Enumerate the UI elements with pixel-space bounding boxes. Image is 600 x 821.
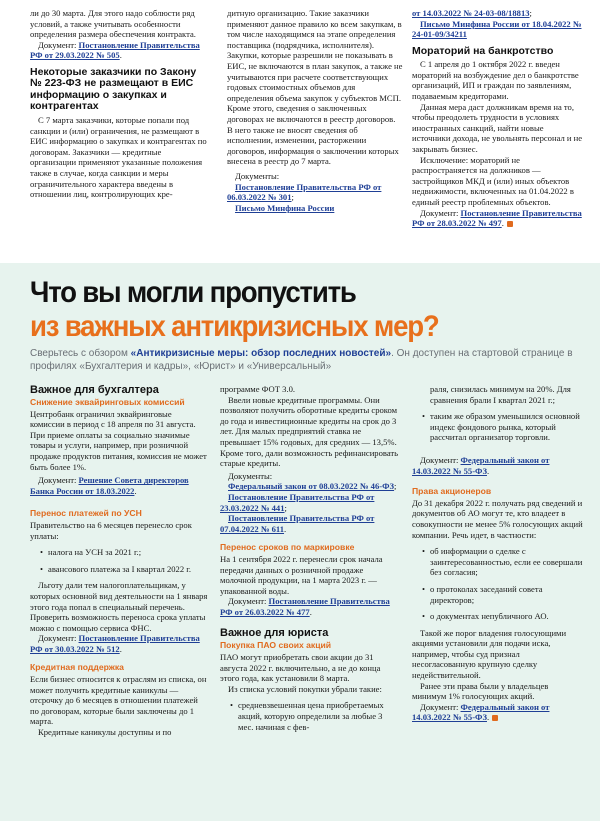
document-link[interactable]: Постановление Правительства РФ от 06.03.2022 № 301 [227, 181, 382, 203]
bottom-column-2 [220, 384, 400, 738]
document-link[interactable]: Федеральный закон от 08.03.2022 № 46-ФЗ [228, 481, 395, 492]
bullet-list [220, 700, 400, 732]
subheading: Перенос сроков по маркировке [220, 542, 355, 553]
document-reference: Документы: [228, 470, 273, 481]
paragraph: программе ФОТ 3.0. [220, 384, 296, 394]
bottom-column-3 [412, 384, 584, 723]
bottom-column-1 [30, 384, 208, 738]
paragraph: Ранее эти права были у владельцев минимум 1% голосующих акций. [412, 680, 549, 702]
paragraph: Если бизнес относится к отраслям из списка, он может получить кредитные каникулы — отсрочку до 6 месяцев в отношении платежей по договорам, которые были заключены до 1 марта. [30, 674, 207, 727]
document-reference: Документ: Постановление Правительства РФ от 28.03.2022 № 497. [412, 207, 582, 229]
end-of-article-icon [507, 221, 513, 227]
bullet-list [30, 547, 208, 574]
paragraph: Кредитные каникулы доступны и по [38, 727, 172, 738]
document-link[interactable]: Постановление Правительства РФ от 29.03.2022 № 505 [30, 39, 200, 61]
paragraph: До 31 декабря 2022 г. получать ряд сведений и документов об АО могут те, кто владеет в совокупности не менее 5% голосующих акций компании. Речь идет, в частности: [412, 497, 583, 540]
document-reference: Постановление Правительства РФ от 07.04.2022 № 611. [220, 513, 375, 534]
paragraph: На 1 сентября 2022 г. перенесли срок начала передачи данных о розничной продаже молочной продукции, на 1 марта 2023 г. — упакованной воды. [220, 553, 383, 596]
document-reference: Документ: Решение Совета директоров Банка России от 18.03.2022. [30, 475, 189, 496]
paragraph: Правительство на 6 месяцев перенесло срок уплаты: [30, 519, 192, 541]
document-reference: Документы: [235, 170, 280, 181]
paragraph: Такой же порог владения голосующими акциями установили для подачи иска, например, чтобы суд признал несогласованную крупную сделку недействительной. [412, 627, 567, 681]
list-item: • о протоколах заседаний совета директоров; [412, 584, 584, 605]
document-link[interactable]: Решение Совета директоров Банка России от 18.03.2022 [30, 475, 189, 496]
top-column-1 [30, 8, 208, 200]
end-of-article-icon [492, 715, 498, 721]
subheading: Права акционеров [412, 486, 492, 497]
paragraph: раля, снизилась минимум на 20%. Для сравнения брали I квартал 2021 г.; [430, 384, 571, 405]
document-link[interactable]: Федеральный закон от 14.03.2022 № 55-ФЗ [412, 701, 550, 723]
list-item: • об информации о сделке с заинтересованностью, если ее совершали без согласия; [412, 546, 584, 578]
document-link[interactable]: Постановление Правительства РФ от 28.03.2022 № 497 [412, 207, 582, 229]
list-item: • налога на УСН за 2021 г.; [30, 547, 208, 558]
document-reference: Документ: Постановление Правительства РФ от 30.03.2022 № 512. [30, 633, 200, 654]
paragraph: Льготу дали тем налогоплательщикам, у которых основной вид деятельности на 1 января этого года попал в специальный перечень. Проверить возможность переноса срока уплаты можно с помощью сервиса ФНС. [30, 580, 208, 633]
panel-title-line-1: Что вы могли пропустить [30, 276, 356, 309]
document-link[interactable]: Постановление Правительства РФ от 30.03.2022 № 512 [30, 633, 200, 654]
section-heading: Важное для юриста [220, 627, 329, 640]
paragraph: Центробанк ограничил эквайринговые комиссии в период с 18 апреля по 31 августа. При приеме оплаты за социально значимые товары и услуги, например, при розничной продаже продуктов питания, комиссия не может быть более 1%. [30, 408, 207, 472]
paragraph: Из списка условий покупки убрали такие: [228, 683, 382, 694]
document-reference: Документ: Постановление Правительства РФ от 29.03.2022 № 505. [30, 39, 200, 61]
paragraph: С 1 апреля до 1 октября 2022 г. введен мораторий на возбуждение дел о банкротстве организаций, ИП и граждан по заявлениям, подаваемым кредиторами. [412, 59, 579, 102]
paragraph: Исключение: мораторий не распространяется на должников — застройщиков МКД и (или) иных объектов недвижимости, включенных на 01.04.2022 в единый реестр проблемных объектов. [412, 154, 574, 207]
document-reference [412, 19, 584, 40]
document-reference: от 14.03.2022 № 24-03-08/18813; [412, 8, 532, 18]
paragraph: Данная мера даст должникам время на то, чтобы преодолеть трудности в условиях иностранных санкций, найти новые источники дохода, не увольнять персонал и не закрывать бизнес. [412, 101, 583, 155]
document-link[interactable]: Постановление Правительства РФ от 07.04.2022 № 611 [220, 513, 375, 534]
list-item: • таким же образом уменьшился основной индекс фондового рынка, который рассчитал организатор торговли. [412, 411, 584, 443]
subheading: Покупка ПАО своих акций [220, 640, 332, 651]
document-link[interactable]: Федеральный закон от 14.03.2022 № 55-ФЗ [412, 454, 550, 476]
document-link[interactable]: Письмо Минфина России [235, 202, 335, 213]
paragraph: Ввели новые кредитные программы. Они позволяют получить оборотные кредиты сроком до года и инвестиционные кредиты на срок до 3 лет. Для малых предприятий ставка не превышает 15% годовых, для средних — 13,5%. Кроме того, дали возможность рефинансировать старые кредиты. [220, 394, 399, 469]
document-reference: Документ: Федеральный закон от 14.03.2022 № 55-ФЗ. [412, 701, 550, 723]
intro-review-link[interactable]: «Антикризисные меры: обзор последних новостей» [130, 348, 392, 359]
document-reference: Постановление Правительства РФ от 06.03.2022 № 301; [227, 181, 382, 203]
section-heading: Важное для бухгалтера [30, 384, 159, 396]
paragraph: С 7 марта заказчики, которые попали под санкции и (или) ограничения, не размещают в ЕИС информацию о закупках и контрагентах по договорам. Заказчики — кредитные организации применяют указанные положения также в случае, когда санкции и меры ограничительного характера введены в отношении лиц, контролирующих кре- [30, 114, 207, 200]
paragraph: дитную организацию. Такие заказчики применяют данное правило ко всем закупкам, в том числе находящимся на этапе определения поставщика (подрядчика, исполнителя). Закупки, которые разрешили не показывать в ЕИС, не включаются в план закупок, а также не учитываются при расчете соответствующих годовых стоимостных объемов для определения объема закупок у субъектов МСП. Кроме этого, сведения о заключенных договорах не включаются в реестр договоров. В него также не вносят сведения об исполнении, изменении, расторжении договоров, информация о заключении которых внесена в реестр до 7 марта. [227, 8, 403, 167]
bullet-list [412, 411, 584, 443]
document-reference: Федеральный закон от 08.03.2022 № 46-ФЗ; [228, 481, 397, 492]
subheading: Перенос платежей по УСН [30, 508, 142, 519]
section-heading: Мораторий на банкротство [412, 44, 554, 57]
list-item: • о документах непубличного АО. [412, 611, 584, 622]
document-link[interactable]: от 14.03.2022 № 24-03-08/18813 [412, 8, 530, 18]
document-link[interactable]: Письмо Минфина России от 18.04.2022 № 24-01-09/34211 [412, 18, 582, 40]
paragraph: ли до 30 марта. Для этого надо соблюсти ряд условий, а также учитывать особенности определения размера обеспечения контракта. [30, 8, 196, 40]
subheading: Снижение эквайринговых комиссий [30, 397, 185, 407]
document-link[interactable]: Постановление Правительства РФ от 26.03.2022 № 477 [220, 596, 390, 617]
list-item: • авансового платежа за I квартал 2022 г. [30, 564, 208, 575]
list-item: • средневзвешенная цена приобретаемых акций, которую определили за любые 3 мес. начиная с фев- [220, 700, 400, 732]
paragraph: ПАО могут приобретать свои акции до 31 августа 2022 г. включительно, а не до конца этого года, как установили 8 марта. [220, 652, 381, 684]
document-link[interactable]: Постановление Правительства РФ от 23.03.2022 № 441 [220, 491, 375, 513]
section-heading: Некоторые заказчики по Закону № 223-ФЗ не размещают в ЕИС информацию о закупках и контрагентах [30, 65, 197, 113]
panel-intro: Сверьтесь с обзором «Антикризисные меры: обзор последних новостей». Он доступен на стартовой странице в профилях «Бухгалтерия и кадры», «Юрист» и «Универсальный» [30, 348, 573, 372]
subheading: Кредитная поддержка [30, 662, 124, 673]
document-reference: Постановление Правительства РФ от 23.03.2022 № 441; [220, 491, 375, 513]
document-reference: Документ: Федеральный закон от 14.03.2022 № 55-ФЗ. [412, 454, 550, 476]
panel-title-line-2: из важных антикризисных мер? [30, 310, 439, 343]
bullet-list [412, 546, 584, 622]
document-reference [227, 203, 403, 214]
document-reference: Документ: Постановление Правительства РФ от 26.03.2022 № 477. [220, 596, 390, 617]
top-column-3 [412, 8, 584, 229]
top-column-2 [227, 8, 403, 213]
